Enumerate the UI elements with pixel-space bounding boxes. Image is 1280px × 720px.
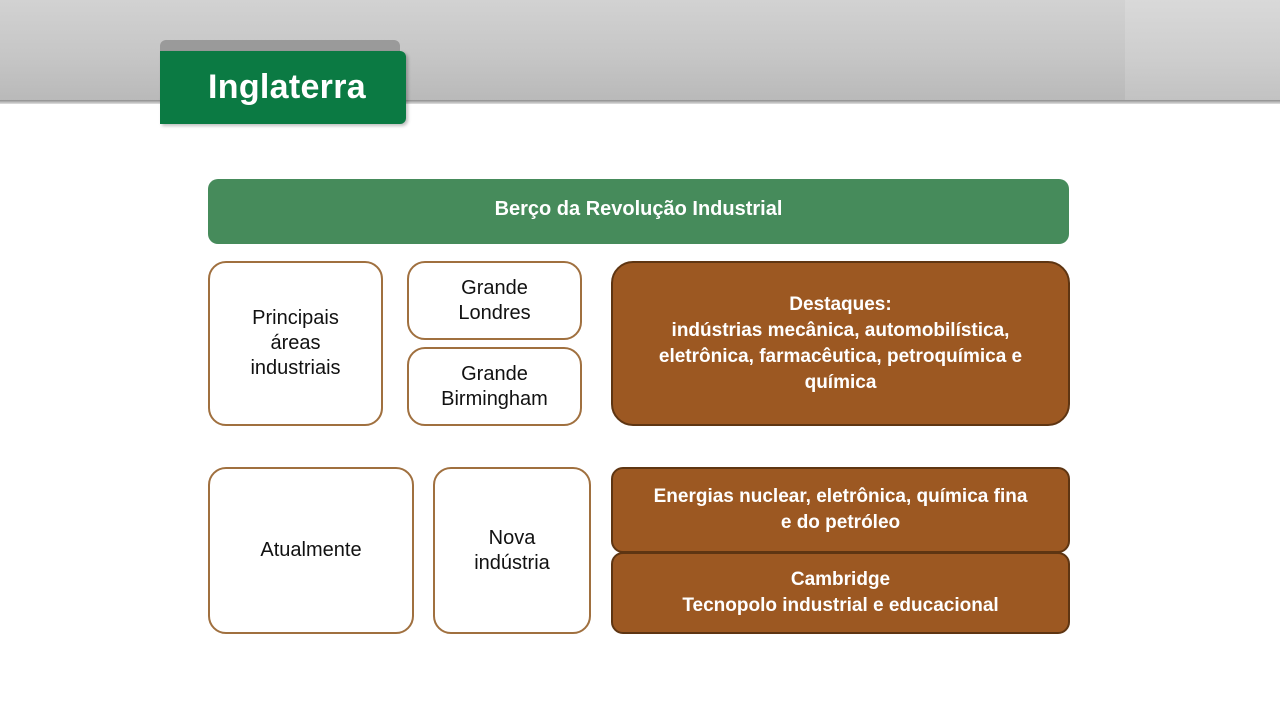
box-grande-londres: Grande Londres [407,261,582,340]
box-energias: Energias nuclear, eletrônica, química fina e do petróleo [611,467,1070,553]
box-principais-areas: Principais áreas industriais [208,261,383,426]
box-destaques: Destaques: indústrias mecânica, automobilística, eletrônica, farmacêutica, petroquímica e química [611,261,1070,426]
header-band-right [1125,0,1280,101]
slide-title: Inglaterra [208,68,366,106]
banner-berco: Berço da Revolução Industrial [208,179,1069,244]
title-tab [160,51,406,124]
box-grande-birmingham: Grande Birmingham [407,347,582,426]
box-atualmente: Atualmente [208,467,414,634]
box-cambridge: Cambridge Tecnopolo industrial e educacional [611,552,1070,634]
box-nova-industria: Nova indústria [433,467,591,634]
